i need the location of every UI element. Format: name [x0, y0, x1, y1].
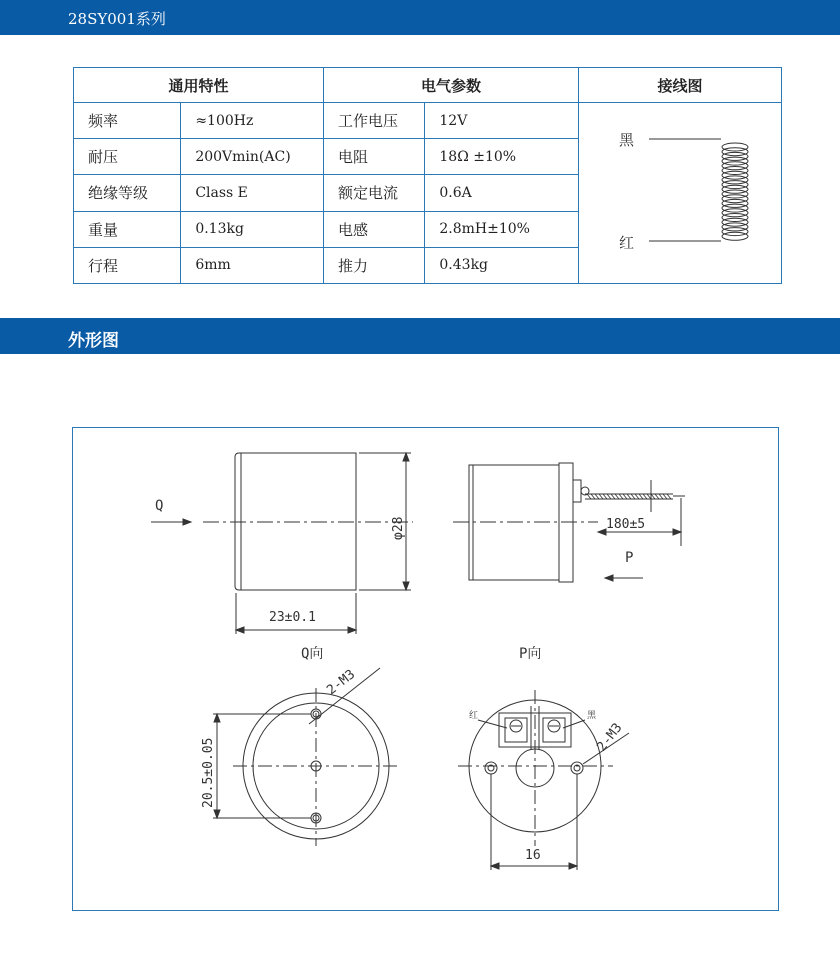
coil-icon [722, 143, 748, 240]
param-label: 绝缘等级 [74, 175, 181, 211]
section-title: 外形图 [68, 331, 119, 351]
section-title-bar [0, 318, 840, 354]
series-title-bar [0, 0, 840, 35]
terminal-black-label: 黑 [587, 711, 597, 721]
param-label: 额定电流 [324, 175, 425, 211]
wiring-diagram [578, 103, 781, 284]
q-thread-label: 2-M3 [324, 667, 359, 699]
outline-drawing-frame [72, 427, 779, 911]
param-label: 频率 [74, 103, 181, 139]
wiring-coil-svg [579, 103, 781, 279]
param-value: 0.43kg [425, 247, 579, 283]
hole-spacing-dim: 20.5±0.05 [201, 737, 216, 808]
header-wiring: 接线图 [578, 68, 781, 103]
param-label: 工作电压 [324, 103, 425, 139]
param-label: 推力 [324, 247, 425, 283]
lead-length-dim: 180±5 [606, 517, 646, 532]
terminal-red-label: 红 [469, 711, 479, 721]
param-value: 6mm [181, 247, 324, 283]
length-dim: 23±0.1 [269, 610, 316, 625]
q-arrow-label: Q [155, 498, 164, 514]
param-value: 2.8mH±10% [425, 211, 579, 247]
spec-table [73, 67, 782, 284]
param-label: 耐压 [74, 139, 181, 175]
param-label: 电感 [324, 211, 425, 247]
header-electrical: 电气参数 [324, 68, 579, 103]
param-value: 0.6A [425, 175, 579, 211]
p-view-label: P向 [519, 646, 542, 662]
side-view-q [151, 453, 413, 634]
table-row [74, 103, 782, 139]
param-value: 0.13kg [181, 211, 324, 247]
param-label: 重量 [74, 211, 181, 247]
param-value: 18Ω ±10% [425, 139, 579, 175]
header-general: 通用特性 [74, 68, 324, 103]
q-view [201, 646, 398, 846]
param-label: 行程 [74, 247, 181, 283]
p-arrow-label: P [625, 550, 634, 566]
outline-drawing [73, 428, 778, 910]
param-value: ≈100Hz [181, 103, 324, 139]
wire-red-label: 红 [618, 234, 634, 252]
q-view-label: Q向 [301, 646, 324, 662]
wire-black-label: 黑 [618, 131, 634, 149]
width-dim: 16 [525, 848, 541, 863]
diameter-dim: φ28 [391, 516, 406, 540]
side-view-p [453, 463, 685, 582]
series-title: 28SY001系列 [68, 10, 166, 28]
param-value: Class E [181, 175, 324, 211]
param-value: 200Vmin(AC) [181, 139, 324, 175]
param-label: 电阻 [324, 139, 425, 175]
param-value: 12V [425, 103, 579, 139]
p-view [458, 646, 629, 870]
p-thread-label: 2-M3 [594, 720, 626, 755]
